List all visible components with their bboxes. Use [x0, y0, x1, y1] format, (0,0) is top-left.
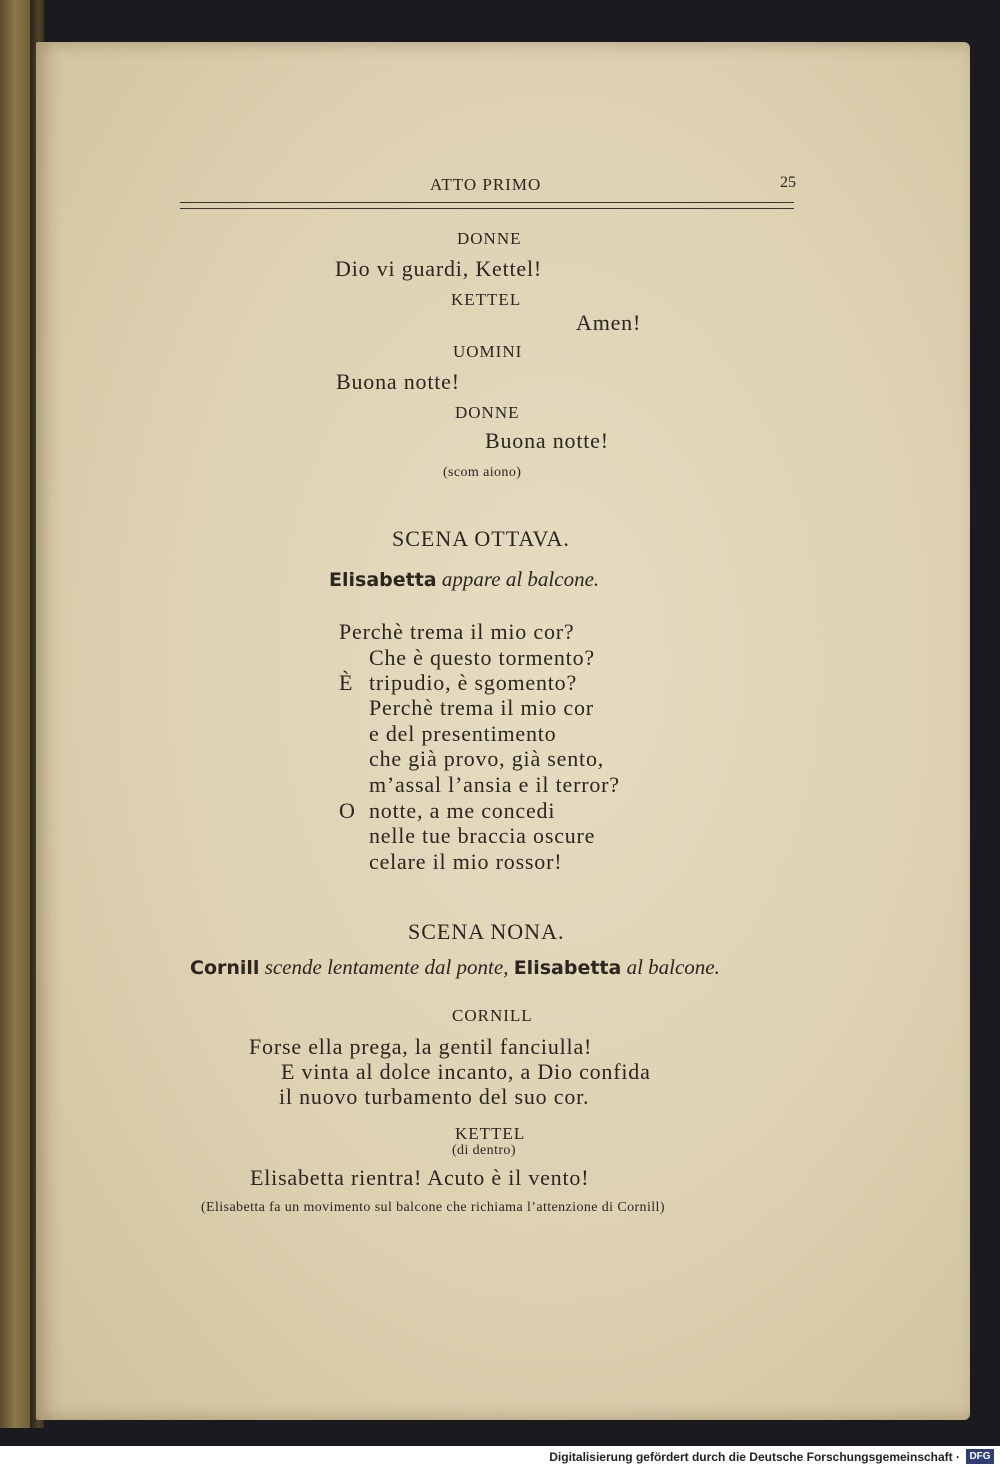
stage-action: appare al balcone.	[441, 567, 600, 591]
dfg-logo: DFG	[966, 1449, 994, 1464]
running-head: ATTO PRIMO	[430, 175, 542, 194]
verse-line: Amen!	[576, 310, 642, 335]
verse-line: Perchè trema il mio cor	[369, 695, 594, 720]
character-name: Elisabetta	[329, 569, 437, 591]
verse-line: Buona notte!	[336, 369, 460, 394]
verse-line: Che è questo tormento?	[369, 645, 595, 670]
verse-line: tripudio, è sgomento?	[369, 670, 578, 695]
speaker-name: DONNE	[457, 229, 522, 248]
verse-line: notte, a me concedi	[369, 798, 556, 823]
stage-action: al balcone.	[626, 955, 720, 979]
speaker-name: KETTEL	[451, 290, 522, 309]
speaker-name: UOMINI	[453, 342, 523, 361]
verse-initial: O	[339, 798, 356, 823]
stage-direction: (di dentro)	[452, 1143, 516, 1158]
scene-title: SCENA OTTAVA.	[392, 526, 570, 551]
character-name: Elisabetta	[513, 957, 622, 979]
verse-line: Elisabetta rientra! Acuto è il vento!	[250, 1165, 590, 1190]
stage-direction: (Elisabetta fa un movimento sul balcone che richiama l’attenzione di Cornill)	[201, 1200, 665, 1215]
speaker-name: CORNILL	[452, 1006, 533, 1025]
scene-title: SCENA NONA.	[408, 919, 565, 944]
stage-action: scende lentamente dal ponte,	[264, 955, 509, 979]
verse-line: Forse ella prega, la gentil fanciulla!	[249, 1034, 593, 1059]
page-number: 25	[780, 174, 796, 191]
verse-line: e del presentimento	[369, 721, 557, 746]
verse-line: Buona notte!	[485, 428, 609, 453]
funding-credit: Digitalisierung gefördert durch die Deutsche Forschungsgemeinschaft ·	[549, 1450, 960, 1464]
stage-direction: (scom aiono)	[443, 465, 522, 480]
speaker-name: KETTEL	[455, 1124, 526, 1143]
verse-line: m’assal l’ansia e il terror?	[369, 772, 620, 797]
verse-line: celare il mio rossor!	[369, 849, 563, 874]
verse-line: nelle tue braccia oscure	[369, 823, 596, 848]
verse-line: il nuovo turbamento del suo cor.	[279, 1084, 590, 1109]
header-rule	[180, 202, 794, 209]
character-name: Cornill	[190, 957, 260, 979]
scene-description	[329, 567, 599, 592]
verse-initial: È	[339, 670, 354, 695]
verse-line: che già provo, già sento,	[369, 746, 605, 771]
verse-line: Dio vi guardi, Kettel!	[335, 256, 542, 281]
verse-line: E vinta al dolce incanto, a Dio confida	[281, 1059, 651, 1084]
scene-description	[190, 955, 720, 980]
speaker-name: DONNE	[455, 403, 520, 422]
verse-line: Perchè trema il mio cor?	[339, 619, 575, 644]
